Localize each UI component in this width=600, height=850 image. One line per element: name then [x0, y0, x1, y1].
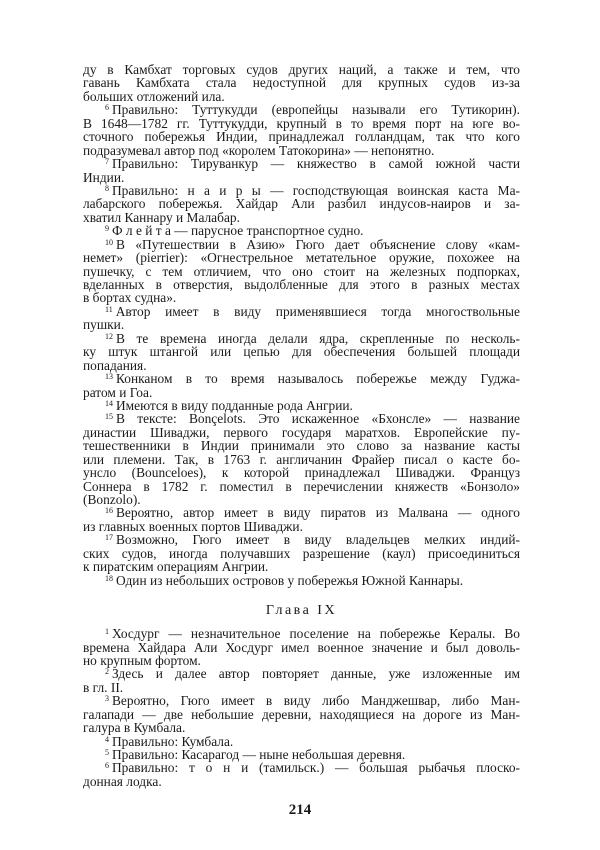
footnote: [83, 399, 520, 412]
footnote-text: Соннера в 1782 г. поместил в перечислении княжеств «Бонзоло»: [83, 478, 520, 494]
footnote-number: 10: [105, 237, 113, 247]
footnote: [83, 667, 520, 694]
footnote-number: 5: [105, 748, 109, 757]
footnote-text: Ф л е й т а — парусное транспортное судно.: [112, 223, 364, 239]
footnote-line: [83, 332, 520, 345]
footnote-number: 9: [105, 224, 109, 234]
footnote-text: (Bonzolo).: [83, 492, 141, 507]
footnote-line: [83, 291, 520, 304]
footnote-text: династии Шиваджи, первого государя маратхов. Европейские пу-: [83, 424, 520, 440]
footnote-line: [83, 506, 520, 519]
footnote-text: ратом и Гоа.: [83, 384, 153, 400]
footnote-line: [83, 359, 520, 372]
footnote-text: ку штук штангой или цепью для обеспечения большей площади: [83, 344, 520, 360]
page-body: [83, 63, 520, 788]
footnote-text: В тексте: Bonçelots. Это искаженное «Бхонсле» — название: [116, 411, 520, 427]
footnote: [83, 735, 520, 748]
footnote-number: 15: [105, 412, 113, 422]
footnote-line: [83, 708, 520, 721]
footnote-line: [83, 305, 520, 318]
footnote-number: 8: [105, 183, 109, 193]
footnote-line: [83, 345, 520, 358]
footnote-line: [83, 694, 520, 707]
page-number: 214: [288, 802, 312, 818]
footnote: [83, 533, 520, 573]
footnote-text: вделанных в отверстия, выдолбленные для этого в разных местах: [83, 277, 520, 292]
footnote-number: 16: [105, 506, 113, 516]
footnote-number: 6: [105, 103, 109, 113]
footnote-line: [83, 480, 520, 493]
footnote-line: [83, 547, 520, 560]
footnote-text: времена Хайдара Али Хосдург имел военное значение и был доволь-: [83, 639, 520, 655]
footnote-text: Конканом в то время называлось побережье между Гуджа-: [116, 371, 520, 387]
footnote: [83, 157, 520, 184]
footnote-text: Вероятно, автор имеет в виду пиратов из Малвана — одного: [116, 505, 520, 521]
footnote-line: [83, 560, 520, 573]
footnote-text: В 1648—1782 гг. Туттукудди, крупный в то время порт на юге во-: [83, 115, 520, 131]
footnote-text: тешественники в Индии принимали это слово за название касты: [83, 438, 520, 454]
footnote-number: 14: [105, 398, 113, 408]
footnote-text: в гл. II.: [83, 679, 124, 695]
footnote-line: [83, 439, 520, 452]
footnote-text: пушки.: [83, 317, 125, 333]
footnote-line: [83, 184, 520, 197]
footnote-line: [83, 265, 520, 278]
footnote-line: [83, 144, 520, 157]
footnote-text: Правильно: Кумбала.: [112, 733, 234, 749]
footnote-text: Здесь и далее автор повторяет данные, уже изложенные им: [112, 666, 520, 682]
footnote-text: Правильно: Касарагод — ныне небольшая деревня.: [112, 747, 406, 762]
footnote-line: [83, 520, 520, 533]
footnote-text: ских судов, иногда получавших разрешение (каул) присоединиться: [83, 545, 520, 561]
footnote: [83, 305, 520, 332]
footnote: [83, 761, 520, 788]
footnote: [83, 748, 520, 761]
footnote-text: Индии.: [83, 169, 125, 185]
footnote-text: подразумевал автор под «королем Татокорина» — непонятно.: [83, 142, 435, 158]
footnote-text: в бортах судна».: [83, 290, 177, 306]
footnote-line: [83, 627, 520, 640]
footnote-line: [83, 399, 520, 412]
footnote-line: [83, 171, 520, 184]
footnote: [83, 506, 520, 533]
footnote-text: Автор имеет в виду применявшиеся тогда многоствольные: [115, 303, 520, 319]
footnote-text: попадания.: [83, 357, 147, 373]
footnote-line: [83, 412, 520, 425]
footnote-line: [83, 238, 520, 251]
footnote-line: [83, 493, 520, 506]
footnote-line: [83, 533, 520, 546]
chapter-heading: Глава IX: [265, 603, 338, 619]
footnote-text: галапади — две небольшие деревни, находящиеся на дороге из Ман-: [83, 706, 520, 722]
footnote: [83, 372, 520, 399]
footnote-line: [83, 224, 520, 237]
footnote-text: галура в Кумбала.: [83, 720, 186, 736]
footnote-text: Возможно, Гюго имеет в виду владельцев мелких индий-: [116, 532, 520, 548]
footnote-line: [83, 775, 520, 788]
footnote-text: Один из небольших островов у побережья Южной Каннары.: [116, 572, 464, 588]
footnote-text: немет» (pierrier): «Огнестрельное метательное оружие, похожее на: [83, 250, 520, 266]
footnote-line: [83, 76, 520, 89]
footnote-text: унсло (Bounceloes), к которой принадлежал Шиваджи. Француз: [83, 465, 520, 481]
footnote-line: [83, 117, 520, 130]
footnote-line: [83, 667, 520, 680]
footnote-text: или племени. Так, в 1763 г. англичанин Фрайер писал о касте бо-: [83, 451, 520, 467]
footnote-line: [83, 103, 520, 116]
footnote-text: Имеются в виду подданные рода Ангрии.: [116, 397, 353, 413]
footnote-text: Правильно: Туттукудди (европейцы называли его Тутикорин).: [112, 102, 520, 118]
footnote-line: [83, 681, 520, 694]
footnote: [83, 103, 520, 157]
footnote: [83, 574, 520, 587]
footnote-number: 7: [105, 157, 109, 167]
footnotes-previous-chapter: [83, 63, 520, 587]
footnote-line: [83, 641, 520, 654]
footnote: [83, 694, 520, 734]
footnote-line: [83, 748, 520, 761]
footnote-line: [83, 386, 520, 399]
footnote-number: 13: [105, 372, 113, 382]
footnote-text: пушечку, с тем отличием, что оно стоит на железных подпорках,: [83, 263, 520, 279]
footnote-text: Правильно: т о н и (тамильск.) — большая рыбачья плоско-: [112, 760, 520, 776]
footnote-line: [83, 278, 520, 291]
footnote-line: [83, 453, 520, 466]
footnote-text: больших отложений ила.: [83, 88, 225, 104]
footnote: [83, 412, 520, 506]
footnote-line: [83, 466, 520, 479]
footnote-line: [83, 197, 520, 210]
footnote-text: из главных военных портов Шиваджи.: [83, 518, 303, 534]
footnote-line: [83, 372, 520, 385]
footnote-number: 18: [105, 573, 113, 583]
footnote-text: Хосдург — незначительное поселение на побережье Кералы. Во: [112, 626, 520, 642]
footnote-number: 1: [105, 627, 109, 637]
footnote-text: донная лодка.: [83, 773, 162, 789]
footnote-line: [83, 654, 520, 667]
footnotes-chapter-ix: [83, 627, 520, 788]
footnote: [83, 332, 520, 372]
footnote-line: [83, 426, 520, 439]
footnote: [83, 627, 520, 667]
footnote-text: к пиратским операциям Ангрии.: [83, 559, 269, 575]
footnote-line: [83, 721, 520, 734]
footnote-line: [83, 211, 520, 224]
footnote-text: но крупным фортом.: [83, 652, 201, 668]
footnote: [83, 238, 520, 305]
footnote-text: Вероятно, Гюго имеет в виду либо Манджешвар, либо Ман-: [112, 693, 520, 709]
footnote-line: [83, 63, 520, 76]
footnote-number: 4: [105, 734, 109, 744]
footnote-line: [83, 130, 520, 143]
footnote-text: Правильно: н а и р ы — господствующая воинская каста Ма-: [112, 182, 520, 198]
footnote-line: [83, 761, 520, 774]
footnote-number: 2: [105, 667, 109, 677]
footnote-text: В те времена иногда делали ядра, скрепленные по несколь-: [116, 330, 520, 346]
footnote-number: 3: [105, 694, 109, 704]
footnote-line: [83, 90, 520, 103]
footnote-number: 12: [105, 331, 113, 341]
footnote-text: ду в Камбхат торговых судов других наций, а также и тем, что: [83, 62, 520, 77]
footnote-text: сточного побережья Индии, принадлежал голландцам, так что кого: [83, 129, 520, 145]
footnote-text: В «Путешествии в Азию» Гюго дает объяснение слову «кам-: [116, 236, 520, 252]
footnote-number: 6: [105, 761, 109, 771]
footnote-line: [83, 574, 520, 587]
footnote-line: [83, 157, 520, 170]
footnote: [83, 63, 520, 103]
footnote-text: лабарского побережья. Хайдар Али разбил индусов-наиров и за-: [83, 196, 520, 212]
footnote-text: хватил Каннару и Малабар.: [83, 209, 240, 225]
footnote-text: Правильно: Тируванкур — княжество в самой южной части: [112, 156, 520, 172]
footnote: [83, 224, 520, 237]
footnote-line: [83, 735, 520, 748]
footnote-number: 17: [105, 533, 113, 543]
footnote-line: [83, 251, 520, 264]
footnote-number: 11: [105, 304, 113, 314]
footnote-line: [83, 318, 520, 331]
footnote: [83, 184, 520, 224]
footnote-text: гавань Камбхата стала недоступной для крупных судов из-за: [83, 75, 520, 91]
